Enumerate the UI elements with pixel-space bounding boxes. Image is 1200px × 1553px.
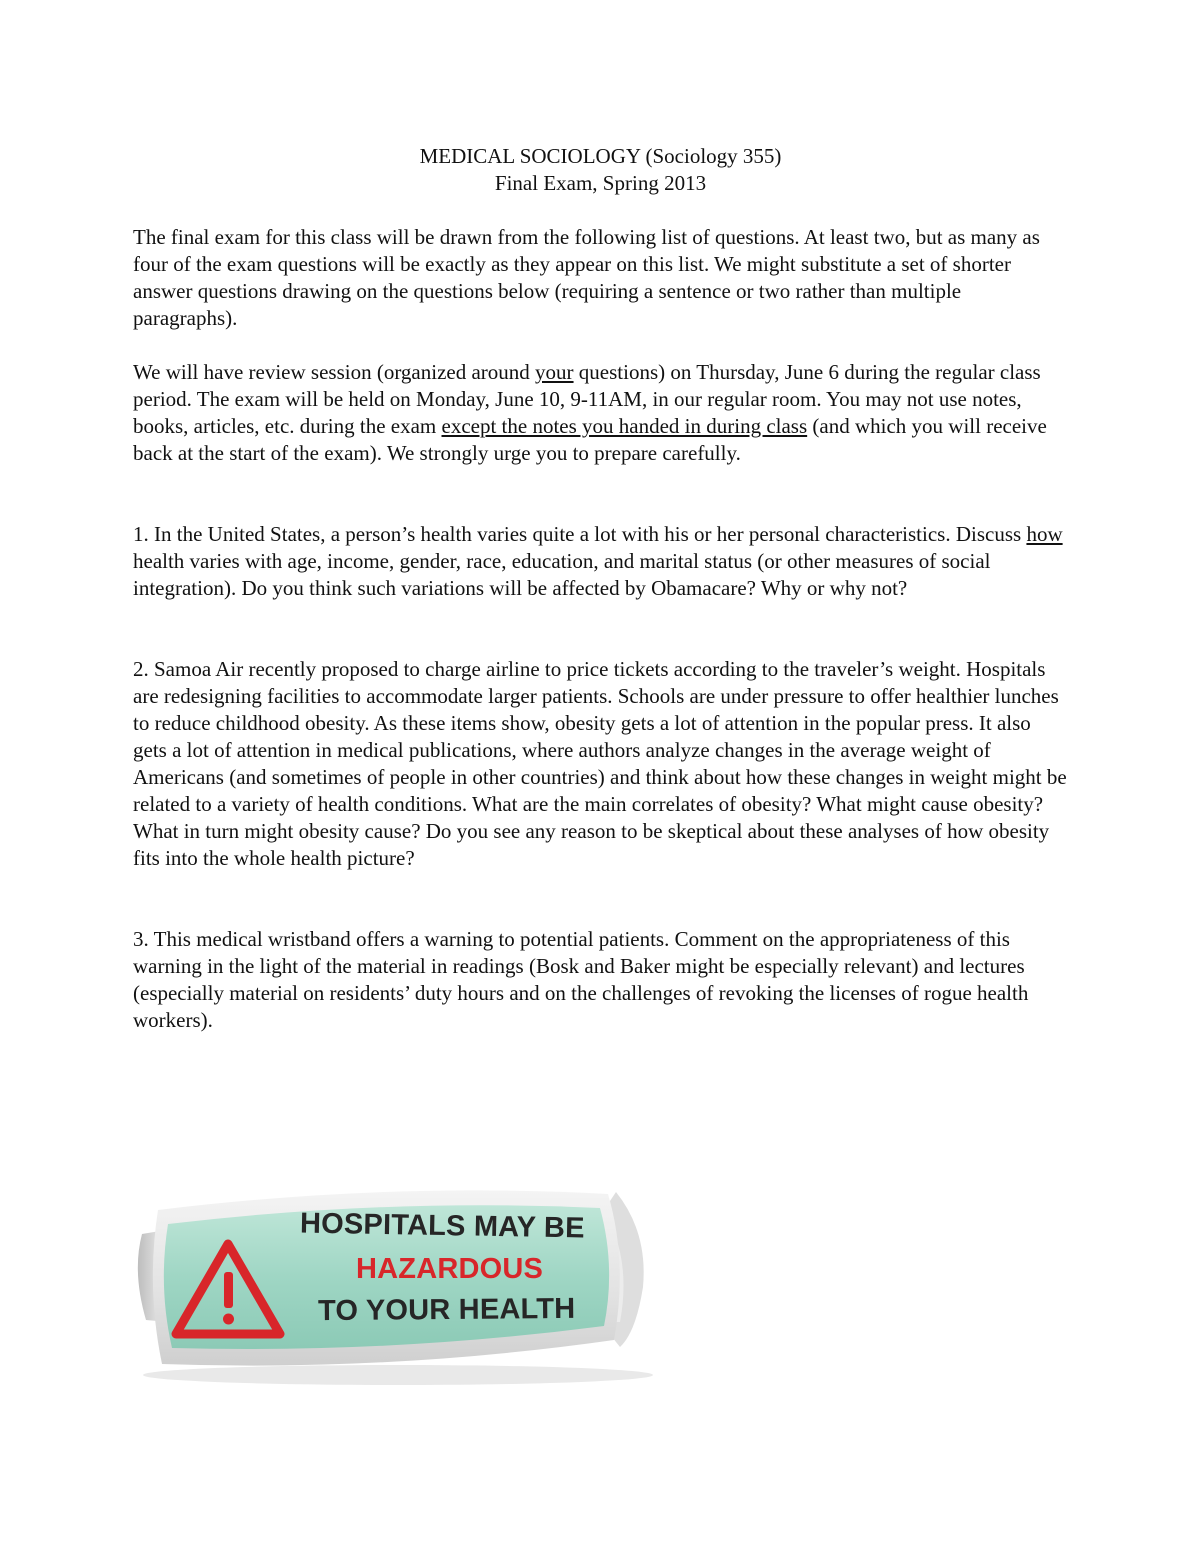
underlined-text: your [535, 360, 574, 384]
wristband-line-2: HAZARDOUS [356, 1253, 544, 1285]
text-run: 1. In the United States, a person’s health varies quite a lot with his or her personal characteristics. Discuss [133, 522, 1027, 546]
intro-paragraph-1: The final exam for this class will be drawn from the following list of questions. At least two, but as many as four of the exam questions will be exactly as they appear on this list. We might substitute a set of shorter answer questions drawing on the questions below (requiring a sentence or two rather than multiple paragraphs). [133, 225, 1040, 330]
document-body [133, 143, 1068, 1034]
underlined-text: how [1026, 522, 1063, 546]
page-title: MEDICAL SOCIOLOGY (Sociology 355) [419, 144, 782, 168]
text-run: We will have review session (organized around [133, 360, 536, 384]
text-run: health varies with age, income, gender, race, education, and marital status (or other measures of social integration). Do you think such variations will be affected by Obamacare? Why or why not? [133, 549, 991, 600]
title-block [133, 143, 1068, 197]
text-run: questions) on Thursday, June 6 during the regular class period. The exam will be held on Monday, June 10, 9-11AM, in our regular room. You may not use notes, books, articles, etc. during the exam [133, 360, 1041, 438]
wristband-line-3: TO YOUR HEALTH [317, 1292, 576, 1328]
question-3: 3. This medical wristband offers a warning to potential patients. Comment on the appropriateness of this warning in the light of the material in readings (Bosk and Baker might be especially relevant) and lectures (especially material on residents’ duty hours and on the challenges of revoking the licenses of rogue health workers). [133, 927, 1029, 1032]
band-shadow [143, 1365, 653, 1385]
wristband-line-1: HOSPITALS MAY BE [299, 1207, 585, 1245]
wristband-image [128, 1172, 668, 1387]
page-subtitle: Final Exam, Spring 2013 [494, 171, 707, 195]
text-run: (and which you will receive back at the start of the exam). We strongly urge you to prepare carefully. [133, 414, 1047, 465]
question-1 [133, 521, 1068, 602]
underlined-text: except the notes you handed in during class [441, 414, 808, 438]
intro-paragraph-2 [133, 359, 1068, 467]
question-2: 2. Samoa Air recently proposed to charge airline to price tickets according to the traveler’s weight. Hospitals are redesigning facilities to accommodate larger patients. Schools are under pressure to offer healthier lunches to reduce childhood obesity. As these items show, obesity gets a lot of attention in the popular press. It also gets a lot of attention in medical publications, where authors analyze changes in the average weight of Americans (and sometimes of people in other countries) and think about how these changes in weight might be related to a variety of health conditions. What are the main correlates of obesity? What might cause obesity? What in turn might obesity cause? Do you see any reason to be skeptical about these analyses of how obesity fits into the whole health picture? [133, 657, 1067, 870]
